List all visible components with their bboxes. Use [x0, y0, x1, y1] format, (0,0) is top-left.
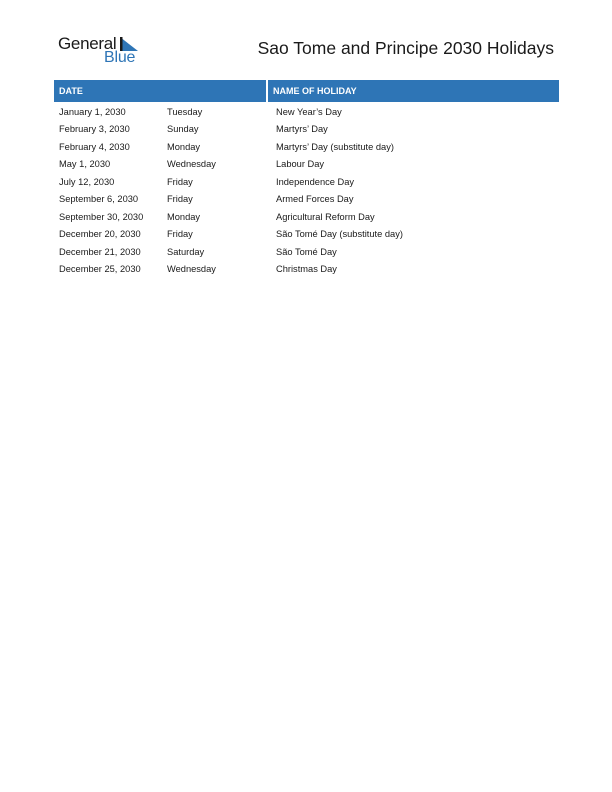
table-row: [54, 243, 559, 261]
holiday-weekday: Tuesday: [167, 106, 203, 117]
holiday-name: Agricultural Reform Day: [276, 211, 375, 222]
holiday-name: Independence Day: [276, 176, 355, 187]
holiday-date: September 30, 2030: [59, 211, 144, 222]
holiday-date: January 1, 2030: [59, 106, 126, 117]
holiday-weekday: Monday: [167, 211, 201, 222]
holiday-name: São Tomé Day: [276, 246, 337, 257]
generalblue-logo[interactable]: [58, 34, 148, 68]
page-title: Sao Tome and Principe 2030 Holidays: [257, 38, 554, 58]
table-body: [54, 102, 559, 278]
holiday-date: February 4, 2030: [59, 141, 130, 152]
holiday-date: December 20, 2030: [59, 229, 141, 240]
holiday-weekday: Friday: [167, 176, 193, 187]
table-row: [54, 103, 559, 121]
holiday-weekday: Friday: [167, 229, 193, 240]
column-header-date: DATE: [54, 80, 268, 102]
table-row: [54, 138, 559, 156]
table-row: [54, 191, 559, 209]
holiday-name: Martyrs’ Day (substitute day): [276, 141, 394, 152]
holiday-weekday: Sunday: [167, 124, 199, 135]
holiday-weekday: Monday: [167, 141, 201, 152]
table-row: [54, 208, 559, 226]
holiday-name: São Tomé Day (substitute day): [276, 229, 403, 240]
holiday-date: May 1, 2030: [59, 159, 111, 170]
logo-text-blue: Blue: [104, 49, 136, 66]
holiday-name: Armed Forces Day: [276, 194, 354, 205]
holiday-date: December 21, 2030: [59, 246, 141, 257]
holiday-date: February 3, 2030: [59, 124, 130, 135]
logo-text-general: General: [58, 34, 117, 53]
table-row: [54, 226, 559, 244]
holiday-name: Christmas Day: [276, 264, 337, 275]
table-row: [54, 121, 559, 139]
holiday-weekday: Saturday: [167, 246, 205, 257]
table-row: [54, 173, 559, 191]
holiday-date: September 6, 2030: [59, 194, 139, 205]
holiday-date: July 12, 2030: [59, 176, 115, 187]
holiday-date: December 25, 2030: [59, 264, 141, 275]
table-row: [54, 261, 559, 279]
holiday-weekday: Wednesday: [167, 264, 216, 275]
holiday-name: Labour Day: [276, 159, 325, 170]
holiday-name: New Year’s Day: [276, 106, 342, 117]
table-row: [54, 156, 559, 174]
holiday-weekday: Wednesday: [167, 159, 216, 170]
table-header: [54, 80, 559, 102]
holiday-name: Martyrs’ Day: [276, 124, 328, 135]
column-header-holiday-name: NAME OF HOLIDAY: [273, 86, 357, 96]
holiday-weekday: Friday: [167, 194, 193, 205]
holiday-table: [54, 80, 559, 278]
